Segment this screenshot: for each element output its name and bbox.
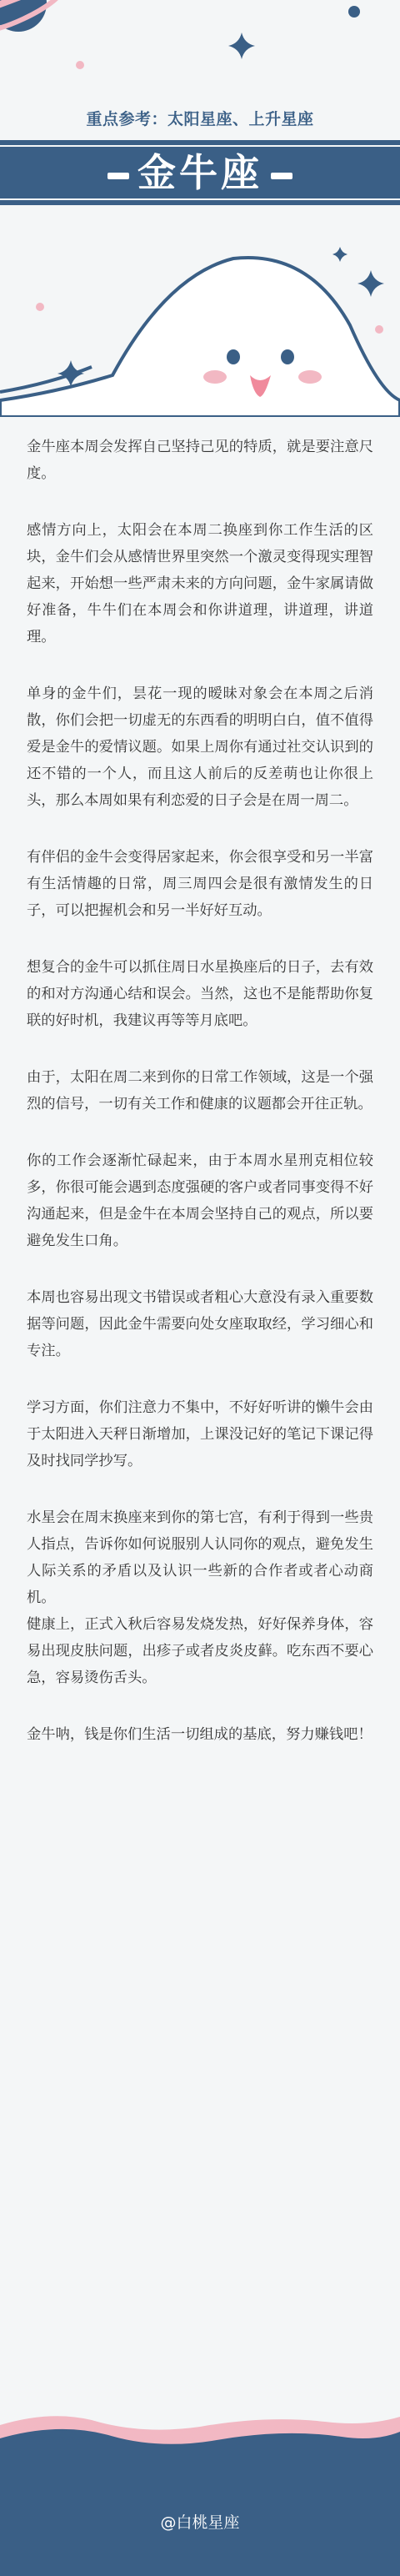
paragraph: 单身的金牛们，昙花一现的暧昧对象会在本周之后消散，你们会把一切虚无的东西看的明明白白，值不值得爱是金牛的爱情议题。如果上周你有通过社交认识到的还不错的一个人，而且这人前后的反差萌也让你很上头，那么本周如果有利恋爱的日子会是在周一周二。	[27, 685, 373, 809]
header	[0, 0, 400, 417]
paragraph: 感情方向上，太阳会在本周二换座到你工作生活的区块，金牛们会从感情世界里突然一个激灵变得现实理智起来，开始想一些严肃未来的方向问题，金牛家属请做好准备，牛牛们在本周会和你讲道理，讲道理，讲道理。	[27, 522, 373, 645]
footer-wave	[0, 2402, 400, 2576]
paragraph: 学习方面，你们注意力不集中，不好好听讲的懒牛会由于太阳进入天秤日渐增加，上课没记好的笔记下课记得及时找同学抄写。	[27, 1399, 373, 1469]
title-dash-left	[108, 173, 129, 179]
paragraph: 想复合的金牛可以抓住周日水星换座后的日子，去有效的和对方沟通心结和误会。当然，这也不是能帮助你复联的好时机，我建议再等等月底吧。	[27, 959, 373, 1029]
article-body	[27, 434, 373, 1778]
subtitle: 重点参考：太阳星座、上升星座	[86, 110, 314, 128]
paragraph: 本周也容易出现文书错误或者粗心大意没有录入重要数据等问题，因此金牛需要向处女座取取经，学习细心和专注。	[27, 1289, 373, 1359]
paragraph: 你的工作会逐渐忙碌起来，由于本周水星刑克相位较多，你很可能会遇到态度强硬的客户或者同事变得不好沟通起来，但是金牛在本周会坚持自己的观点，所以要避免发生口角。	[27, 1152, 373, 1249]
paragraph: 金牛呐，钱是你们生活一切组成的基底，努力赚钱吧！	[27, 1726, 372, 1743]
star-icon	[228, 33, 255, 59]
paragraph: 有伴侣的金牛会变得居家起来，你会很享受和另一半富有生活情趣的日常，周三周四会是很有激情发生的日子，可以把握机会和另一半好好互动。	[27, 849, 373, 919]
paragraph: 健康上，正式入秋后容易发烧发热，好好保养身体，容易出现皮肤问题，出疹子或者皮炎皮藓。吃东西不要心急，容易烫伤舌头。	[27, 1616, 373, 1686]
brand-signature: @白桃星座	[160, 2513, 240, 2532]
paragraph: 由于，太阳在周二来到你的日常工作领域，这是一个强烈的信号，一切有关工作和健康的议题都会开往正轨。	[27, 1069, 373, 1112]
planet-icon	[0, 0, 67, 39]
dot-icon	[348, 6, 360, 18]
dot-icon	[76, 61, 84, 69]
header-decoration	[0, 0, 400, 417]
footer	[0, 2402, 400, 2576]
dot-icon	[36, 303, 44, 311]
star-icon	[358, 270, 384, 297]
mascot-illustration	[0, 258, 400, 417]
dot-icon	[375, 325, 383, 334]
star-icon	[332, 247, 348, 262]
page-title: 金牛座	[138, 150, 262, 195]
page-title-wrapper	[0, 145, 400, 200]
paragraph: 金牛座本周会发挥自己坚持己见的特质，就是要注意尺度。	[27, 439, 373, 482]
title-dash-right	[271, 173, 292, 179]
paragraph: 水星会在周末换座来到你的第七宫，有利于得到一些贵人指点，告诉你如何说服别人认同你的观点，避免发生人际关系的矛盾以及认识一些新的合作者或者心动商机。	[27, 1509, 373, 1606]
